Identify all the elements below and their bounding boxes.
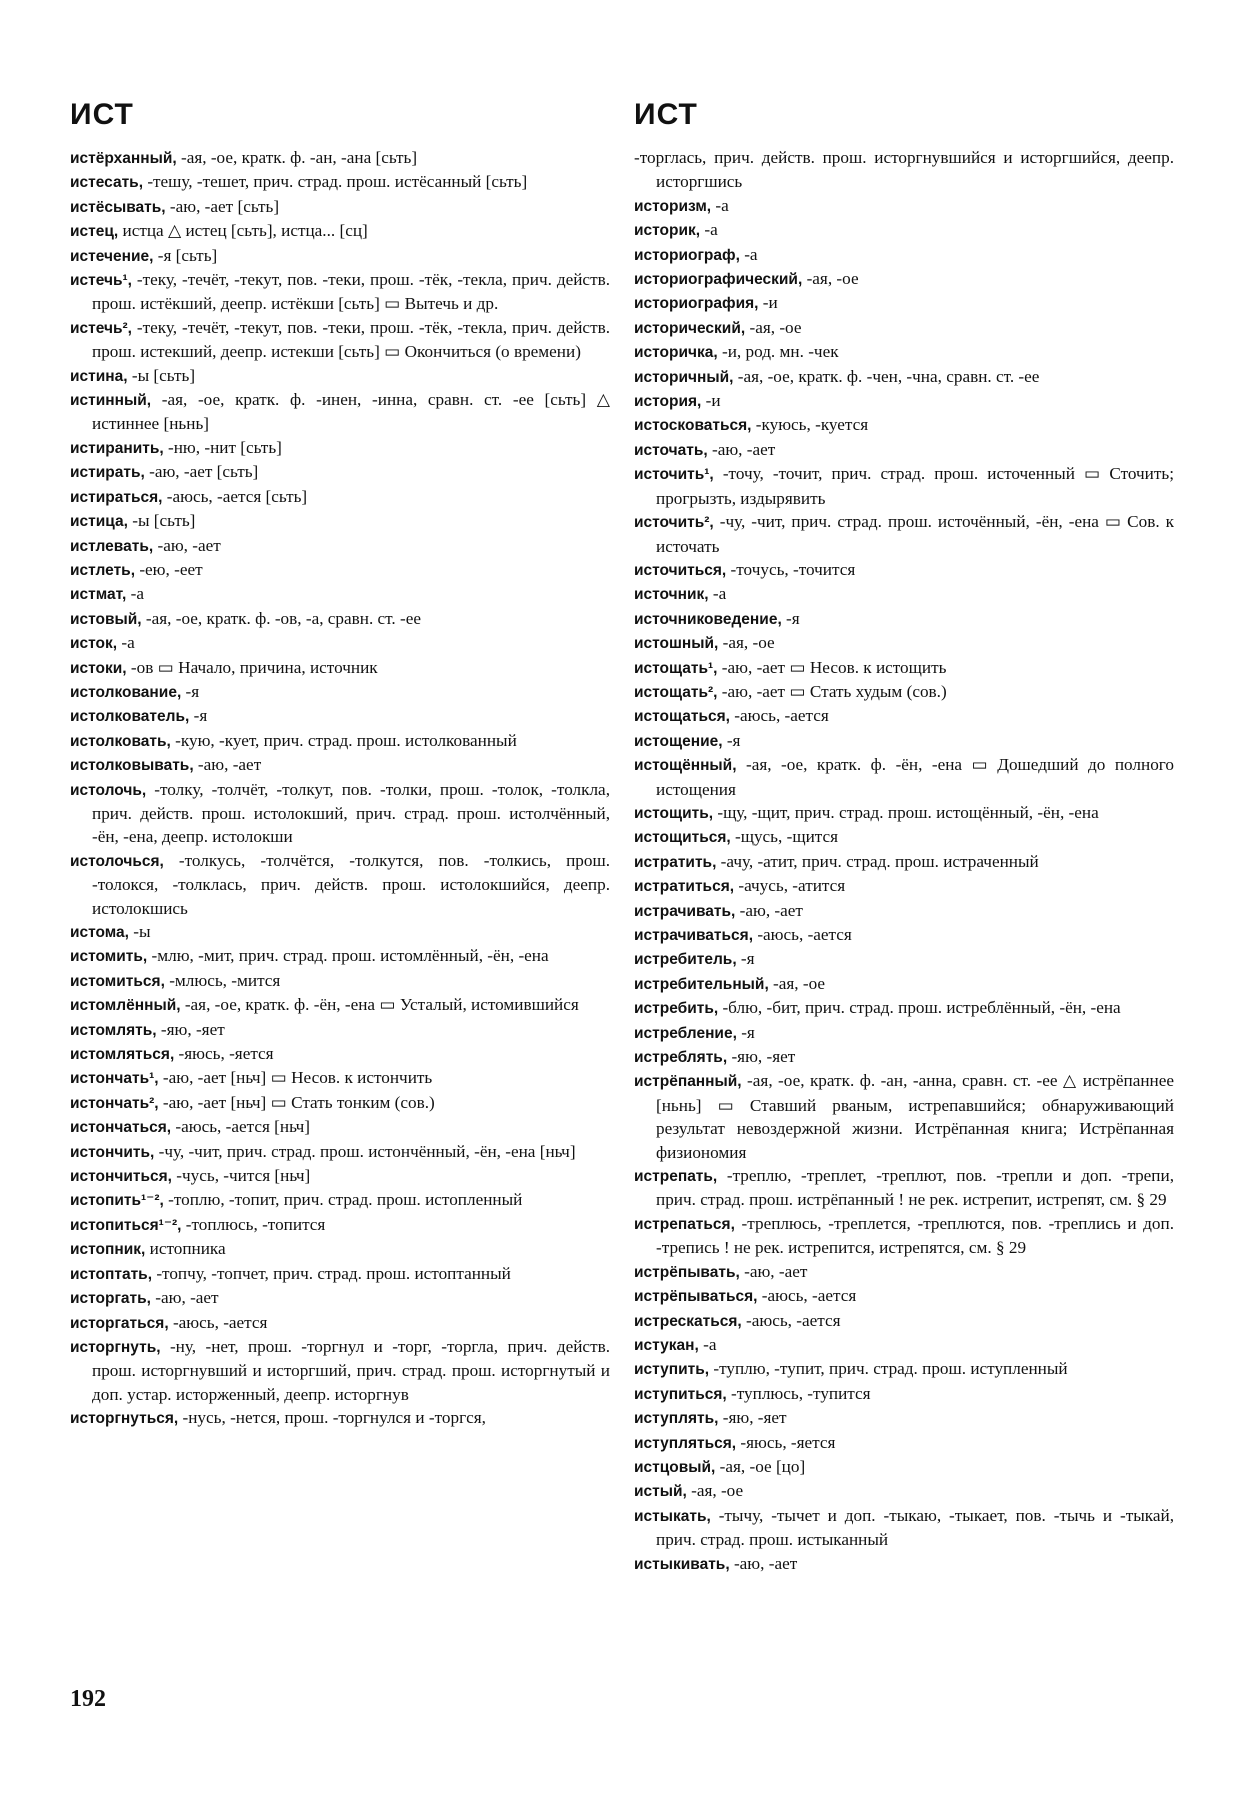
dictionary-entry <box>70 146 610 170</box>
entry-grammar: -ая, -ое, кратк. ф. -чен, -чна, сравн. ст. -ее <box>733 366 1040 386</box>
entry-headword: источить¹, <box>634 466 714 484</box>
dictionary-entry <box>70 704 610 728</box>
dictionary-entry <box>634 753 1174 801</box>
entry-headword: истреблять, <box>634 1049 728 1067</box>
entry-grammar: -и, род. мн. -чек <box>717 342 839 362</box>
entry-grammar: -аю, -ает <box>739 1261 808 1281</box>
dictionary-entry <box>634 1455 1174 1479</box>
dictionary-entry <box>634 365 1174 389</box>
entry-headword: истомить, <box>70 948 148 966</box>
dictionary-entry <box>634 316 1174 340</box>
dictionary-entry <box>634 243 1174 267</box>
entry-grammar: -я <box>189 706 208 726</box>
dictionary-entry <box>634 1479 1174 1503</box>
entry-grammar: -а <box>117 633 135 653</box>
dictionary-entry <box>70 1018 610 1042</box>
dictionary-entry <box>634 704 1174 728</box>
dictionary-entry <box>634 801 1174 825</box>
entry-headword: истцовый, <box>634 1458 716 1476</box>
dictionary-entry <box>70 729 610 753</box>
entry-headword: исторгнуть, <box>70 1338 161 1356</box>
entry-grammar: -ы [сьть] <box>127 511 196 531</box>
entry-grammar: -ая, -ое, кратк. ф. -ан, -анна, сравн. ст. -ее △ истрёпаннее [ньнь] ▭ Ставший рваным, истрепавшийся; обнаруживающий результат невоздержной жизни. Истрёпанная книга; Истрёпанная физиономия <box>656 1071 1174 1162</box>
dictionary-entry <box>70 778 610 849</box>
entry-grammar: -аюсь, -ается <box>753 925 852 944</box>
right-entries <box>634 146 1174 1576</box>
dictionary-entry <box>70 993 610 1017</box>
entry-headword: истираться, <box>70 488 163 506</box>
entry-headword: исторгнуться, <box>70 1410 179 1428</box>
entry-headword: истошный, <box>634 635 719 653</box>
entry-headword: истощённый, <box>634 757 737 775</box>
dictionary-entry <box>634 1069 1174 1164</box>
dictionary-entry <box>634 656 1174 680</box>
entry-headword: истощать¹, <box>634 659 718 677</box>
dictionary-entry <box>634 1260 1174 1284</box>
dictionary-entry <box>70 388 610 436</box>
entry-grammar: -туплюсь, -тупится <box>726 1383 871 1403</box>
entry-headword: истомлённый, <box>70 997 181 1015</box>
entry-headword: источниковедение, <box>634 610 782 628</box>
entry-grammar: -топлюсь, -топится <box>181 1214 326 1234</box>
entry-grammar: -топлю, -топит, прич. страд. прош. истопленный <box>163 1190 523 1210</box>
entry-grammar: -ая, -ое <box>686 1481 744 1501</box>
entry-headword: истратиться, <box>634 878 735 896</box>
entry-grammar: -чу, -чит, прич. страд. прош. истончённый, -ён, -ена [ньч] <box>154 1141 576 1161</box>
entry-grammar: -блю, -бит, прич. страд. прош. истреблённый, -ён, -ена <box>718 998 1121 1018</box>
entry-grammar: -тычу, -тычет и доп. -тыкаю, -тыкает, пов. -тычь и -тыкай, прич. страд. прош. истыканный <box>656 1505 1174 1550</box>
entry-grammar: -яю, -яет <box>156 1019 225 1039</box>
dictionary-entry <box>634 1357 1174 1381</box>
dictionary-entry <box>70 170 610 194</box>
entry-headword: истолковывать, <box>70 757 194 775</box>
entry-headword: истовый, <box>70 610 142 628</box>
entry-headword: истончаться, <box>70 1119 172 1137</box>
entry-headword: истрепать, <box>634 1168 718 1186</box>
entry-grammar: -а <box>708 584 727 604</box>
entry-headword: истребительный, <box>634 975 769 993</box>
entry-grammar: -ая, -ое, кратк. ф. -ан, -ана [сьть] <box>176 148 418 167</box>
dictionary-entry <box>70 1262 610 1286</box>
dictionary-entry <box>634 631 1174 655</box>
entry-headword: истребление, <box>634 1024 737 1042</box>
entry-grammar: -нусь, -нется, прош. -торгнулся и -торгся, <box>178 1408 486 1428</box>
entry-grammar: -яюсь, -яется <box>736 1432 836 1452</box>
entry-headword: истолочь, <box>70 781 147 799</box>
entry-grammar: -ая, -ое, кратк. ф. -ов, -а, сравн. ст. -ее <box>141 608 421 628</box>
entry-headword: истукан, <box>634 1336 699 1354</box>
dictionary-entry <box>634 1284 1174 1308</box>
dictionary-entry <box>634 194 1174 218</box>
entry-headword: истратить, <box>634 853 717 871</box>
entry-grammar: -млю, -мит, прич. страд. прош. истомлённый, -ён, -ена <box>147 946 549 966</box>
entry-grammar: -треплюсь, -треплется, -треплются, пов. -треплись и доп. -трепись ! не рек. истрепится, истрепятся, см. § 29 <box>656 1213 1174 1258</box>
dictionary-entry <box>634 825 1174 849</box>
dictionary-entry <box>634 510 1174 558</box>
entry-headword: истица, <box>70 513 128 531</box>
dictionary-entry <box>634 947 1174 971</box>
entry-headword: источник, <box>634 586 709 604</box>
dictionary-entry <box>70 631 610 655</box>
dictionary-entry <box>634 582 1174 606</box>
entry-headword: история, <box>634 393 702 411</box>
dictionary-entry <box>70 1311 610 1335</box>
entry-grammar: истопника <box>145 1239 226 1259</box>
entry-headword: истопиться¹⁻², <box>70 1216 182 1234</box>
dictionary-entry <box>70 656 610 680</box>
dictionary-entry <box>634 1333 1174 1357</box>
dictionary-entry <box>634 340 1174 364</box>
entry-grammar: -и <box>701 391 721 411</box>
dictionary-entry <box>70 1335 610 1406</box>
dictionary-entry <box>634 1045 1174 1069</box>
entry-grammar: -ачусь, -атится <box>734 876 846 896</box>
entry-headword: истосковаться, <box>634 417 752 435</box>
dictionary-entry <box>634 462 1174 510</box>
entry-grammar: -аю, -ает [сьть] <box>144 462 259 482</box>
entry-headword: историографический, <box>634 271 803 289</box>
dictionary-entry <box>70 558 610 582</box>
entry-headword: истома, <box>70 924 129 941</box>
running-head-left: ИСТ <box>70 98 134 131</box>
entry-headword: истолкователь, <box>70 708 190 726</box>
entry-headword: истрёпанный, <box>634 1073 742 1091</box>
dictionary-entry <box>634 1021 1174 1045</box>
entry-grammar: -чусь, -чится [ньч] <box>171 1166 311 1186</box>
entry-grammar: -чу, -чит, прич. страд. прош. источённый, -ён, -ена ▭ Сов. к источать <box>656 512 1174 556</box>
entry-headword: истесать, <box>70 174 144 192</box>
entry-grammar: -ая, -ое <box>802 269 859 289</box>
entry-headword: истощение, <box>634 732 723 750</box>
entry-grammar: -толкусь, -толчётся, -толкутся, пов. -толкись, прош. -толокся, -толклась, прич. действ. прош. истолокшийся, деепр. истолокшись <box>92 850 610 918</box>
entry-headword: историограф, <box>634 246 740 264</box>
dictionary-entry <box>634 850 1174 874</box>
entry-grammar: -ею, -еет <box>135 559 203 579</box>
dictionary-entry <box>634 413 1174 437</box>
entry-grammar: -млюсь, -мится <box>164 970 281 990</box>
entry-grammar: -я <box>722 730 741 750</box>
entry-grammar: -треплю, -треплет, -треплют, пов. -трепли и доп. -трепи, прич. страд. прош. истрёпанный ! не рек. истрепит, истрепят, см. § 29 <box>656 1166 1174 1210</box>
entry-headword: истина, <box>70 367 128 385</box>
entry-headword: истрепаться, <box>634 1215 735 1233</box>
entry-headword: иступлять, <box>634 1410 719 1428</box>
dictionary-entry <box>634 1552 1174 1576</box>
entry-headword: истыкивать, <box>634 1555 730 1573</box>
dictionary-entry <box>70 436 610 460</box>
entry-grammar: -аю, -ает <box>150 1288 219 1308</box>
entry-grammar: -щусь, -щится <box>730 827 839 847</box>
dictionary-entry <box>70 268 610 316</box>
dictionary-entry <box>70 1115 610 1139</box>
dictionary-entry <box>70 1042 610 1066</box>
entry-headword: истощать², <box>634 683 718 701</box>
dictionary-entry <box>634 899 1174 923</box>
entry-grammar: -куюсь, -куется <box>751 415 869 435</box>
entry-grammar: -аю, -ает <box>153 535 221 555</box>
entry-headword: историография, <box>634 295 759 313</box>
entry-grammar: -ну, -нет, прош. -торгнул и -торг, -торгла, прич. действ. прош. исторгнувший и исторгший, прич. страд. прош. исторгнутый и доп. устар. исторженный, деепр. исторгнув <box>92 1336 610 1404</box>
entry-grammar: -ая, -ое, кратк. ф. -ён, -ена ▭ Усталый, истомившийся <box>180 995 579 1015</box>
dictionary-entry <box>634 729 1174 753</box>
dictionary-entry <box>70 1286 610 1310</box>
entry-headword: истончить, <box>70 1143 155 1161</box>
entry-headword: истребить, <box>634 1000 719 1018</box>
entry-grammar: -аюсь, -ается <box>757 1286 857 1306</box>
dictionary-entry <box>70 1406 610 1430</box>
entry-headword: иступить, <box>634 1361 710 1379</box>
entry-headword: истечь¹, <box>70 272 132 290</box>
entry-headword: истоки, <box>70 659 127 677</box>
entry-grammar: -аю, -ает [ньч] ▭ Стать тонким (сов.) <box>158 1092 435 1112</box>
entry-headword: истлевать, <box>70 537 154 555</box>
entry-headword: истолкование, <box>70 683 182 701</box>
entry-headword: истомляться, <box>70 1046 175 1064</box>
left-entries <box>70 146 610 1431</box>
entry-headword: истолочься, <box>70 852 164 870</box>
dictionary-entry <box>70 1188 610 1212</box>
entry-grammar: -аю, -ает ▭ Стать худым (сов.) <box>717 681 947 701</box>
entry-grammar: -а <box>698 1334 717 1354</box>
dictionary-entry <box>70 1091 610 1115</box>
entry-grammar: -аю, -ает <box>735 900 803 920</box>
entry-headword: истечь², <box>70 319 132 337</box>
page-number: 192 <box>70 1686 106 1712</box>
entry-grammar: -ая, -ое, кратк. ф. -ён, -ена ▭ Дошедший до полного истощения <box>656 755 1174 799</box>
entry-headword: истощаться, <box>634 708 730 726</box>
dictionary-entry <box>634 1164 1174 1212</box>
dictionary-entry <box>634 607 1174 631</box>
entry-grammar: -ы [сьть] <box>127 365 196 385</box>
entry-grammar: -ы <box>129 922 151 941</box>
entry-headword: истощить, <box>634 804 714 822</box>
entry-grammar: -теку, -течёт, -текут, пов. -теки, прош. -тёк, -текла, прич. действ. прош. истёкший, деепр. истёкши [сьть] ▭ Вытечь и др. <box>92 270 610 314</box>
dictionary-entry <box>70 920 610 944</box>
entry-grammar: -аюсь, -ается [сьть] <box>162 486 308 506</box>
dictionary-entry <box>70 195 610 219</box>
dictionary-entry <box>634 972 1174 996</box>
dictionary-entry <box>70 969 610 993</box>
entry-grammar: -аюсь, -ается [ньч] <box>171 1117 310 1137</box>
entry-grammar: -а <box>711 195 729 215</box>
entry-headword: историк, <box>634 222 701 240</box>
entry-grammar: -яю, -яет <box>718 1408 787 1428</box>
dictionary-entry <box>634 558 1174 582</box>
entry-grammar: -ая, -ое <box>718 633 775 653</box>
dictionary-entry <box>634 1309 1174 1333</box>
entry-grammar: -теку, -течёт, -текут, пов. -теки, прош. -тёк, -текла, прич. действ. прош. истекший, деепр. истекши [сьть] ▭ Окончиться (о времени) <box>92 317 610 362</box>
entry-grammar: -а <box>700 220 718 240</box>
entry-headword: исток, <box>70 635 118 653</box>
entry-grammar: -аю, -ает [ньч] ▭ Несов. к истончить <box>158 1068 433 1088</box>
entry-headword: истощиться, <box>634 829 731 847</box>
entry-headword: истрачиваться, <box>634 927 754 944</box>
dictionary-entry <box>70 460 610 484</box>
entry-grammar: -ачу, -атит, прич. страд. прош. истраченный <box>716 851 1039 871</box>
dictionary-entry <box>70 534 610 558</box>
running-head-right: ИСТ <box>634 98 698 131</box>
entry-headword: исторический, <box>634 319 746 337</box>
entry-headword: истрёпывать, <box>634 1263 740 1281</box>
dictionary-entry <box>634 874 1174 898</box>
entry-grammar: -толку, -толчёт, -толкут, пов. -толки, прош. -толок, -толкла, прич. действ. прош. истолокший, прич. страд. прош. истолчённый, -ён, -ена, деепр. истолокши <box>92 779 610 847</box>
entry-grammar: -я <box>181 681 200 701</box>
dictionary-entry <box>634 1406 1174 1430</box>
entry-headword: источиться, <box>634 561 727 579</box>
dictionary-entry <box>634 291 1174 315</box>
dictionary-entry <box>70 1213 610 1237</box>
entry-grammar: -ов ▭ Начало, причина, источник <box>126 657 378 677</box>
entry-headword: истрачивать, <box>634 902 736 920</box>
dictionary-entry <box>634 1504 1174 1552</box>
entry-grammar: -аюсь, -ается <box>729 706 829 726</box>
entry-grammar: -аю, -ает <box>729 1553 798 1573</box>
entry-headword: иступиться, <box>634 1385 727 1403</box>
entry-grammar: -я <box>781 608 800 628</box>
dictionary-entry <box>70 219 610 243</box>
entry-headword: истончать¹, <box>70 1070 159 1088</box>
entry-headword: истомиться, <box>70 972 165 990</box>
entry-headword: источить², <box>634 514 714 532</box>
entry-grammar: -торглась, прич. действ. прош. исторгнувшийся и исторгшийся, деепр. исторгшись <box>634 148 1174 192</box>
dictionary-entry <box>70 1237 610 1261</box>
entry-grammar: -точу, -точит, прич. страд. прош. источенный ▭ Сточить; прогрызть, издырявить <box>656 464 1174 508</box>
dictionary-entry <box>70 1066 610 1090</box>
dictionary-entry <box>70 680 610 704</box>
dictionary-entry <box>634 680 1174 704</box>
dictionary-entry <box>634 923 1174 947</box>
dictionary-entry <box>634 996 1174 1020</box>
entry-grammar: -аю, -ает <box>707 439 776 459</box>
entry-grammar: -ая, -ое, кратк. ф. -инен, -инна, сравн. ст. -ее [сьть] △ истиннее [ньнь] <box>92 390 610 434</box>
entry-grammar: -кую, -кует, прич. страд. прош. истолкованный <box>170 730 517 750</box>
entry-grammar: истца △ истец [сьть], истца... [сц] <box>118 221 368 241</box>
entry-grammar: -яю, -яет <box>727 1047 796 1067</box>
entry-headword: истмат, <box>70 586 127 604</box>
entry-grammar: -яюсь, -яется <box>174 1044 274 1064</box>
entry-grammar: -точусь, -точится <box>726 559 856 579</box>
dictionary-entry <box>70 607 610 631</box>
dictionary-entry <box>70 1164 610 1188</box>
entry-headword: истлеть, <box>70 561 136 579</box>
dictionary-entry <box>634 1382 1174 1406</box>
dictionary-entry <box>70 753 610 777</box>
entry-headword: источать, <box>634 441 708 459</box>
entry-grammar: -щу, -щит, прич. страд. прош. истощённый, -ён, -ена <box>713 802 1099 822</box>
entry-headword: истечение, <box>70 247 154 265</box>
entry-grammar: -а <box>126 584 145 604</box>
entry-headword: истопник, <box>70 1241 146 1259</box>
entry-grammar: -ая, -ое [цо] <box>715 1456 806 1476</box>
dictionary-entry <box>70 244 610 268</box>
dictionary-entry <box>70 849 610 920</box>
entry-headword: истопить¹⁻², <box>70 1192 164 1210</box>
entry-headword: истирать, <box>70 464 145 482</box>
entry-headword: историчный, <box>634 368 734 386</box>
entry-grammar: -я <box>736 949 755 969</box>
dictionary-entry <box>70 944 610 968</box>
entry-grammar: -аю, -ает ▭ Несов. к истощить <box>717 657 947 677</box>
entry-grammar: -аюсь, -ается <box>168 1312 268 1332</box>
entry-grammar: -туплю, -тупит, прич. страд. прош. иступленный <box>709 1359 1068 1379</box>
entry-headword: истомлять, <box>70 1021 157 1039</box>
entry-headword: истрёпываться, <box>634 1288 758 1306</box>
dictionary-entry <box>70 364 610 388</box>
entry-grammar: -и <box>758 293 778 313</box>
entry-headword: истрескаться, <box>634 1312 742 1330</box>
entry-headword: исторгать, <box>70 1290 151 1308</box>
entry-headword: истёсывать, <box>70 198 166 216</box>
dictionary-entry <box>634 1431 1174 1455</box>
entry-headword: истыкать, <box>634 1507 711 1525</box>
entry-grammar: -а <box>739 244 758 264</box>
dictionary-entry <box>70 485 610 509</box>
entry-headword: истиранить, <box>70 439 164 457</box>
entry-grammar: -аю, -ает [сьть] <box>165 196 280 216</box>
entry-headword: истоптать, <box>70 1265 153 1283</box>
dictionary-entry <box>70 316 610 364</box>
entry-grammar: -топчу, -топчет, прич. страд. прош. истоптанный <box>152 1263 511 1283</box>
dictionary-entry <box>634 146 1174 194</box>
entry-grammar: -аю, -ает <box>193 755 262 775</box>
entry-headword: исторгаться, <box>70 1314 169 1332</box>
dictionary-entry <box>634 438 1174 462</box>
entry-grammar: -тешу, -тешет, прич. страд. прош. истёсанный [сьть] <box>143 172 528 192</box>
entry-headword: истый, <box>634 1483 687 1501</box>
entry-headword: истинный, <box>70 392 152 410</box>
dictionary-entry <box>634 267 1174 291</box>
dictionary-entry <box>634 1212 1174 1260</box>
dictionary-entry <box>70 509 610 533</box>
entry-grammar: -аюсь, -ается <box>741 1310 841 1330</box>
entry-grammar: -ая, -ое <box>745 317 802 337</box>
dictionary-entry <box>70 1140 610 1164</box>
entry-grammar: -я [сьть] <box>153 245 218 265</box>
entry-headword: историзм, <box>634 197 712 215</box>
dictionary-entry <box>634 218 1174 242</box>
dictionary-entry <box>634 389 1174 413</box>
entry-grammar: -я <box>736 1022 755 1042</box>
entry-grammar: -ая, -ое <box>768 973 826 993</box>
entry-grammar: -ню, -нит [сьть] <box>163 437 282 457</box>
entry-headword: историчка, <box>634 344 718 362</box>
dictionary-entry <box>70 582 610 606</box>
entry-headword: истончать², <box>70 1094 159 1112</box>
entry-headword: истребитель, <box>634 951 737 969</box>
entry-headword: истец, <box>70 223 119 241</box>
entry-headword: истёрханный, <box>70 150 177 167</box>
entry-headword: истончиться, <box>70 1168 172 1186</box>
entry-headword: иступляться, <box>634 1434 737 1452</box>
entry-headword: истолковать, <box>70 732 171 750</box>
